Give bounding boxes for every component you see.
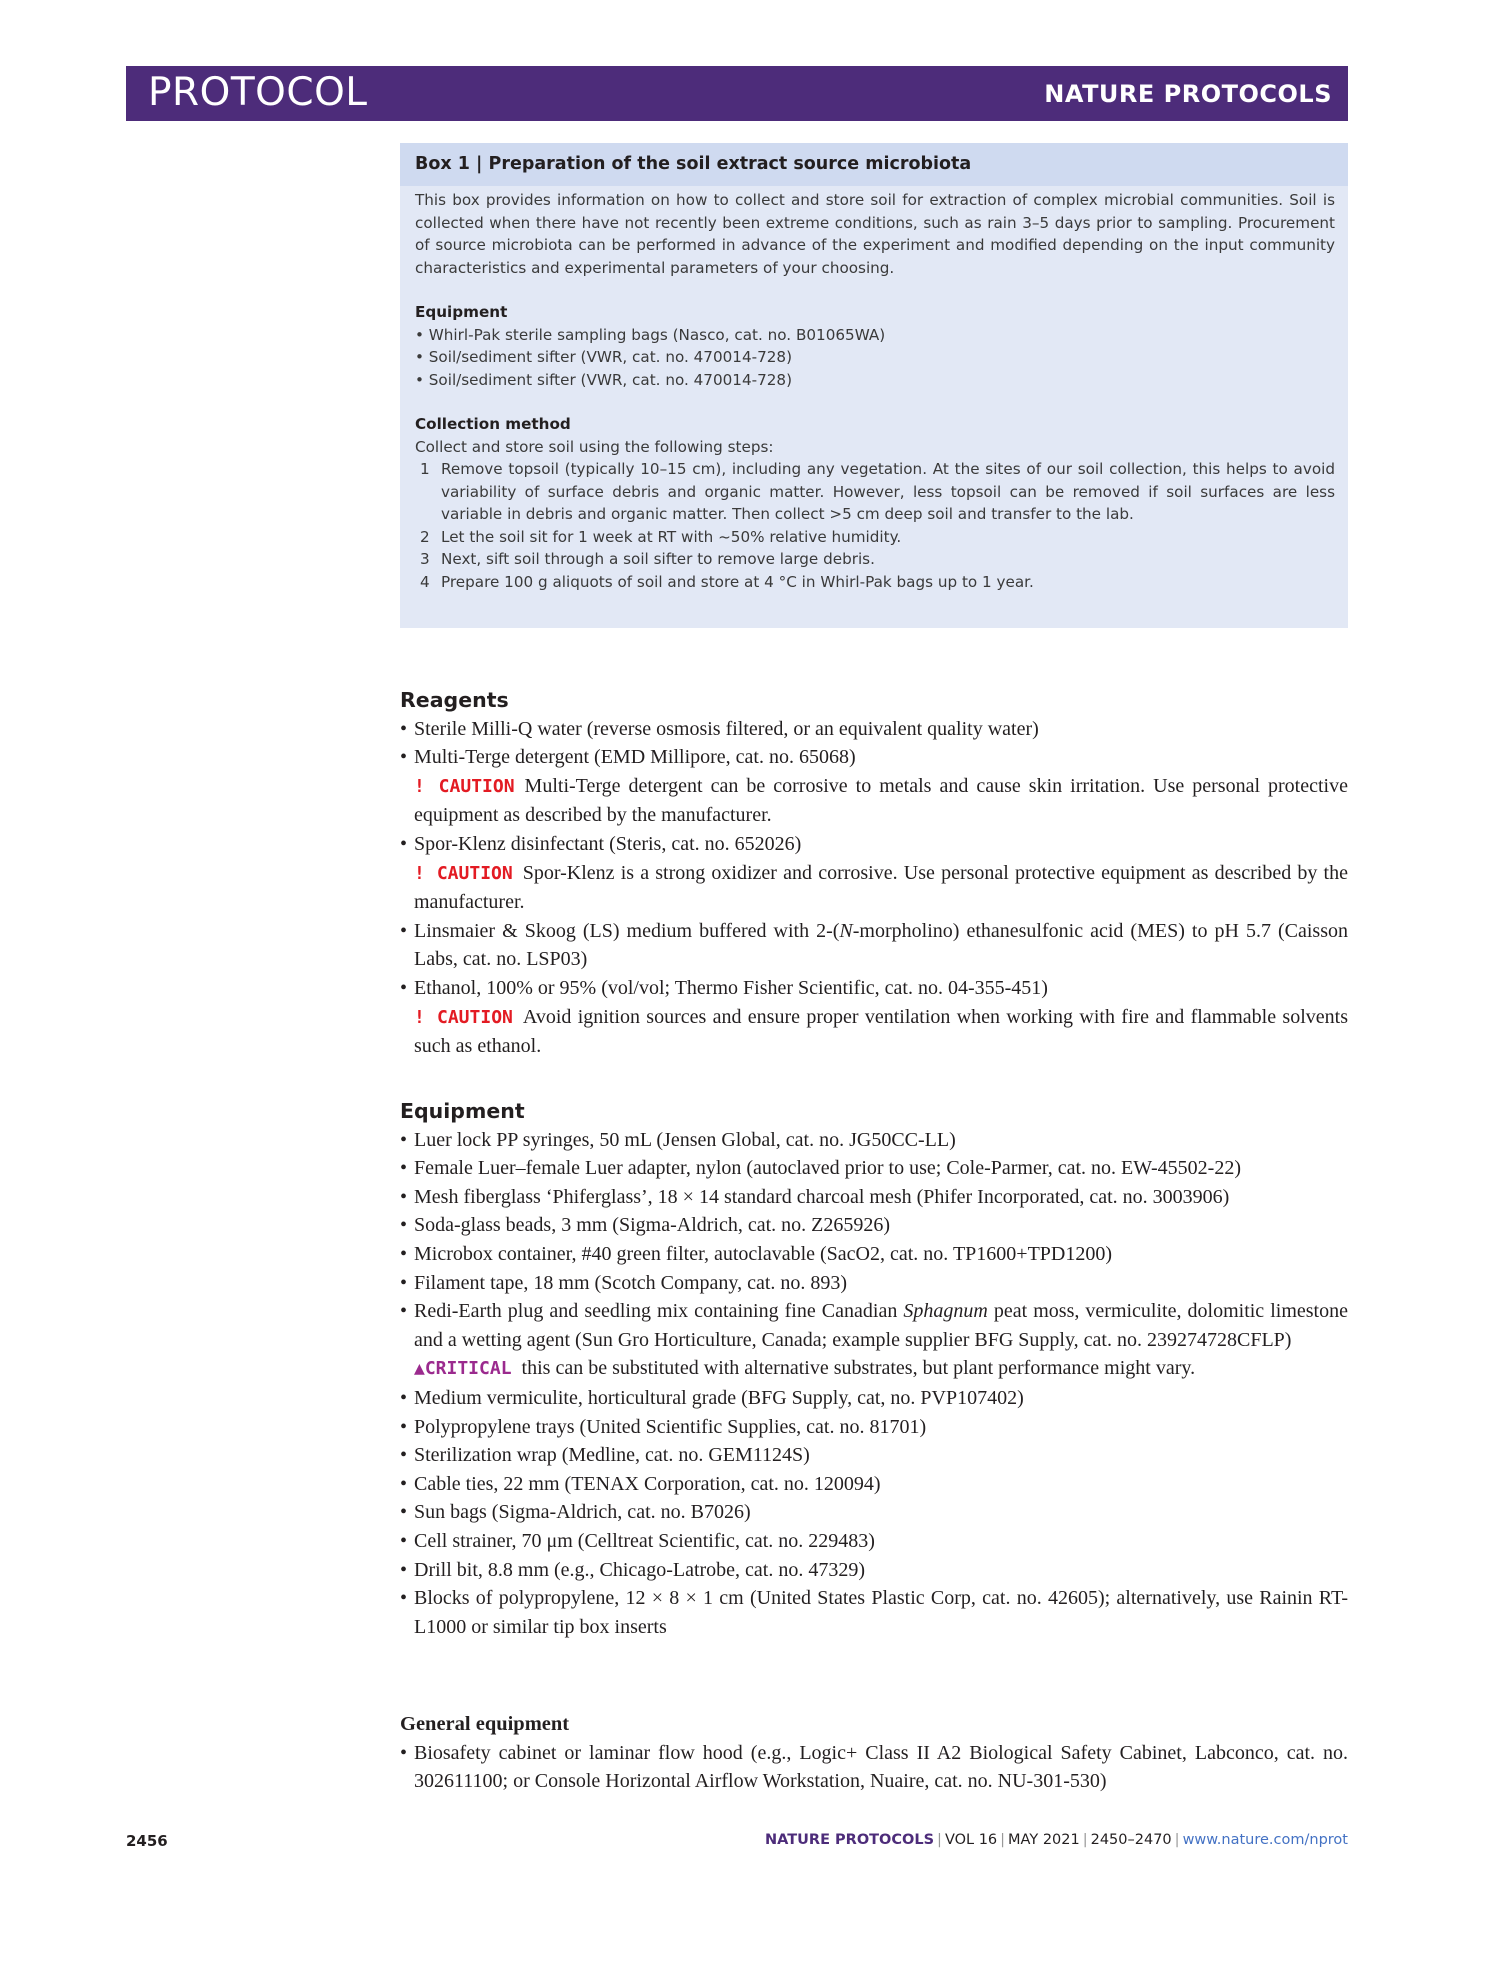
- equipment-item: • Blocks of polypropylene, 12 × 8 × 1 cm (United States Plastic Corp, cat. no. 42605); alternatively, use Rainin RT-L1000 or similar tip box inserts: [400, 1587, 1348, 1638]
- box-step: [415, 548, 1335, 571]
- box-method-intro: Collect and store soil using the following steps:: [415, 437, 774, 456]
- caution-label: ! CAUTION: [414, 775, 515, 797]
- equipment-section: [400, 1097, 1348, 1641]
- page-number: 2456: [126, 1832, 168, 1850]
- equipment-item: • Polypropylene trays (United Scientific Supplies, cat. no. 81701): [400, 1415, 927, 1438]
- reagent-text: Sterile Milli-Q water (reverse osmosis filtered, or an equivalent quality water): [414, 717, 1039, 740]
- equipment-item: • Luer lock PP syringes, 50 mL (Jensen Global, cat. no. JG50CC-LL): [400, 1128, 956, 1151]
- step-number: 1: [420, 460, 430, 478]
- box-step: [415, 571, 1335, 594]
- equipment-heading: Equipment: [400, 1099, 525, 1123]
- reagent-item: • Multi-Terge detergent (EMD Millipore, cat. no. 65068): [400, 746, 856, 769]
- caution-label: ! CAUTION: [414, 862, 513, 884]
- caution-text: Multi-Terge detergent can be corrosive to metals and cause skin irritation. Use personal protective equipment as described by the manufacturer.: [414, 774, 1348, 827]
- equipment-text: Cable ties, 22 mm (TENAX Corporation, cat. no. 120094): [414, 1472, 881, 1495]
- box-body: [415, 189, 1335, 593]
- footer-url-link[interactable]: www.nature.com/nprot: [1182, 1832, 1348, 1848]
- general-equipment-section: [400, 1710, 1348, 1796]
- box-title: Box 1 | Preparation of the soil extract source microbiota: [400, 143, 1348, 186]
- equipment-item: • Sun bags (Sigma-Aldrich, cat. no. B7026): [400, 1501, 751, 1524]
- equipment-text: Blocks of polypropylene, 12 × 8 × 1 cm (United States Plastic Corp, cat. no. 42605); alternatively, use Rainin RT-L1000 or similar tip box inserts: [414, 1587, 1348, 1638]
- equipment-text: Filament tape, 18 mm (Scotch Company, cat. no. 893): [414, 1271, 848, 1294]
- box-equipment-item: • Soil/sediment sifter (VWR, cat. no. 470014-728): [415, 370, 793, 389]
- general-equipment-heading: General equipment: [400, 1713, 570, 1735]
- equipment-text: Redi-Earth plug and seedling mix containing fine Canadian: [414, 1300, 904, 1323]
- reagent-text: Ethanol, 100% or 95% (vol/vol; Thermo Fisher Scientific, cat. no. 04-355-451): [414, 976, 1048, 999]
- reagent-item: • Spor-Klenz disinfectant (Steris, cat. no. 652026): [400, 832, 802, 855]
- journal-header-bar: [126, 66, 1348, 121]
- equipment-text: Sun bags (Sigma-Aldrich, cat. no. B7026): [414, 1501, 751, 1524]
- equipment-item: • Microbox container, #40 green filter, autoclavable (SacO2, cat. no. TP1600+TPD1200): [400, 1242, 1113, 1265]
- step-number: 4: [420, 572, 430, 591]
- reagent-item: • Ethanol, 100% or 95% (vol/vol; Thermo Fisher Scientific, cat. no. 04-355-451): [400, 976, 1048, 999]
- equipment-text: Mesh fiberglass ‘Phiferglass’, 18 × 14 standard charcoal mesh (Phifer Incorporated, cat. no. 3003906): [414, 1185, 1230, 1208]
- reagent-item: • Linsmaier & Skoog (LS) medium buffered with 2-(N-morpholino) ethanesulfonic acid (MES) to pH 5.7 (Caisson Labs, cat. no. LSP03): [400, 919, 1348, 971]
- critical-text: this can be substituted with alternative substrates, but plant performance might vary.: [521, 1357, 1196, 1380]
- caution-note: [400, 1003, 1348, 1061]
- general-equipment-item: • Biosafety cabinet or laminar flow hood (e.g., Logic+ Class II A2 Biological Safety Cabinet, Labconco, cat. no. 302611100; or Console Horizontal Airflow Workstation, Nuaire, cat. no. NU-301-530): [400, 1741, 1348, 1793]
- equipment-text: Sterilization wrap (Medline, cat. no. GEM1124S): [414, 1444, 810, 1467]
- box-step: [415, 458, 1335, 526]
- equipment-item: • Medium vermiculite, horticultural grade (BFG Supply, cat, no. PVP107402): [400, 1386, 1024, 1409]
- reagent-text: -morpholino) ethanesulfonic acid (MES) to pH 5.7 (Caisson Labs, cat. no. LSP03): [414, 919, 1348, 971]
- equipment-text: Drill bit, 8.8 mm (e.g., Chicago-Latrobe, cat. no. 47329): [414, 1558, 866, 1581]
- equipment-item: • Sterilization wrap (Medline, cat. no. GEM1124S): [400, 1444, 810, 1467]
- box-1: [400, 143, 1348, 628]
- caution-text: Avoid ignition sources and ensure proper ventilation when working with fire and flammable solvents such as ethanol.: [414, 1005, 1348, 1058]
- step-text: Prepare 100 g aliquots of soil and store at 4 °C in Whirl-Pak bags up to 1 year.: [441, 572, 1034, 591]
- equipment-text: peat moss, vermiculite, dolomitic limestone and a wetting agent (Sun Gro Horticulture, Canada; example supplier BFG Supply, cat. no. 239274728CFLP): [414, 1300, 1348, 1351]
- box-step: [415, 526, 1335, 549]
- caution-note: [400, 772, 1348, 830]
- equipment-item: • Drill bit, 8.8 mm (e.g., Chicago-Latrobe, cat. no. 47329): [400, 1558, 866, 1581]
- equipment-text: Female Luer–female Luer adapter, nylon (autoclaved prior to use; Cole-Parmer, cat. no. EW-45502-22): [414, 1157, 1241, 1180]
- reagent-item: • Sterile Milli-Q water (reverse osmosis filtered, or an equivalent quality water): [400, 717, 1039, 740]
- reagent-text: Multi-Terge detergent (EMD Millipore, cat. no. 65068): [414, 746, 856, 769]
- equipment-text: Microbox container, #40 green filter, autoclavable (SacO2, cat. no. TP1600+TPD1200): [414, 1242, 1113, 1265]
- equipment-text: Medium vermiculite, horticultural grade (BFG Supply, cat, no. PVP107402): [414, 1386, 1024, 1409]
- step-text: Remove topsoil (typically 10–15 cm), including any vegetation. At the sites of our soil collection, this helps to avoid variability of surface debris and organic matter. However, less topsoil can be removed if soil surfaces are less variable in debris and organic matter. Then collect >5 cm deep soil and transfer to the lab.: [441, 460, 1335, 523]
- box-method-heading: Collection method: [415, 415, 571, 433]
- header-section-label: PROTOCOL: [148, 70, 368, 115]
- step-text: Next, sift soil through a soil sifter to remove large debris.: [441, 550, 875, 568]
- equipment-item: • Filament tape, 18 mm (Scotch Company, cat. no. 893): [400, 1271, 848, 1294]
- box-equipment-item: • Whirl-Pak sterile sampling bags (Nasco, cat. no. B01065WA): [415, 325, 886, 344]
- general-equipment-text: Biosafety cabinet or laminar flow hood (e.g., Logic+ Class II A2 Biological Safety Cabinet, Labconco, cat. no. 302611100; or Console Horizontal Airflow Workstation, Nuaire, cat. no. NU-301-530): [414, 1741, 1348, 1793]
- box-intro: This box provides information on how to collect and store soil for extraction of complex microbial communities. Soil is collected when there have not recently been extreme conditions, such as rain 3–5 days prior to sampling. Procurement of source microbiota can be performed in advance of the experiment and modified depending on the input community characteristics and experimental parameters of your choosing.: [415, 191, 1335, 277]
- equipment-text: Luer lock PP syringes, 50 mL (Jensen Global, cat. no. JG50CC-LL): [414, 1128, 956, 1151]
- equipment-text: Polypropylene trays (United Scientific Supplies, cat. no. 81701): [414, 1415, 927, 1438]
- footer-journal: NATURE PROTOCOLS: [765, 1832, 935, 1848]
- step-number: 3: [420, 550, 430, 568]
- box-equipment-heading: Equipment: [415, 303, 508, 321]
- caution-label: ! CAUTION: [414, 1006, 513, 1028]
- equipment-text: Soda-glass beads, 3 mm (Sigma-Aldrich, cat. no. Z265926): [414, 1214, 891, 1237]
- footer-date: MAY 2021: [1008, 1832, 1080, 1848]
- caution-text: Spor-Klenz is a strong oxidizer and corrosive. Use personal protective equipment as described by the manufacturer.: [414, 861, 1348, 914]
- equipment-item: • Soda-glass beads, 3 mm (Sigma-Aldrich, cat. no. Z265926): [400, 1214, 891, 1237]
- footer-pages: 2450–2470: [1090, 1832, 1172, 1848]
- reagent-text-italic: N: [839, 919, 853, 942]
- equipment-item: • Mesh fiberglass ‘Phiferglass’, 18 × 14 standard charcoal mesh (Phifer Incorporated, cat. no. 3003906): [400, 1185, 1230, 1208]
- reagents-section: [400, 686, 1348, 1061]
- step-text: Let the soil sit for 1 week at RT with ~50% relative humidity.: [441, 527, 902, 546]
- footer-citation: NATURE PROTOCOLS | VOL 16 | MAY 2021 | 2450–2470 | www.nature.com/nprot: [765, 1832, 1348, 1848]
- equipment-item: • Female Luer–female Luer adapter, nylon (autoclaved prior to use; Cole-Parmer, cat. no. EW-45502-22): [400, 1157, 1241, 1180]
- header-journal-name: NATURE PROTOCOLS: [1044, 80, 1332, 108]
- critical-label: ▲CRITICAL: [414, 1358, 512, 1380]
- footer-volume: VOL 16: [944, 1832, 998, 1848]
- critical-note: [400, 1354, 1348, 1384]
- box-equipment-item: • Soil/sediment sifter (VWR, cat. no. 470014-728): [415, 348, 793, 366]
- equipment-text-italic: Sphagnum: [903, 1300, 988, 1323]
- equipment-text: Cell strainer, 70 μm (Celltreat Scientific, cat. no. 229483): [414, 1529, 875, 1552]
- equipment-item: • Redi-Earth plug and seedling mix containing fine Canadian Sphagnum peat moss, vermiculite, dolomitic limestone and a wetting agent (Sun Gro Horticulture, Canada; example supplier BFG Supply, cat. no. 239274728CFLP): [400, 1300, 1348, 1351]
- equipment-item: • Cell strainer, 70 μm (Celltreat Scientific, cat. no. 229483): [400, 1529, 875, 1552]
- reagent-text: Spor-Klenz disinfectant (Steris, cat. no. 652026): [414, 832, 802, 855]
- step-number: 2: [420, 527, 430, 546]
- caution-note: [400, 859, 1348, 917]
- equipment-item: • Cable ties, 22 mm (TENAX Corporation, cat. no. 120094): [400, 1472, 881, 1495]
- reagents-heading: Reagents: [400, 688, 509, 712]
- reagent-text: Linsmaier & Skoog (LS) medium buffered with 2-(: [414, 919, 840, 942]
